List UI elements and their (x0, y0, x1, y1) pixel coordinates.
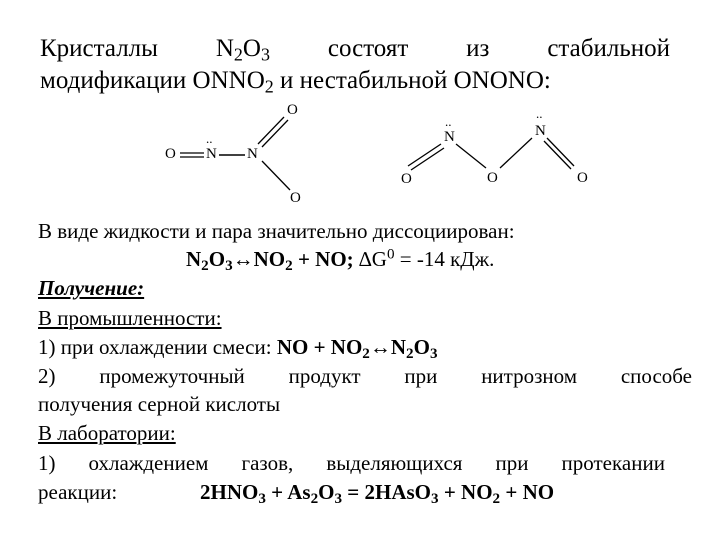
atom-o: O (487, 170, 498, 186)
lab-item-1-label: реакции: (38, 480, 118, 504)
lone-pair: .. (206, 131, 213, 146)
atom-o: O (290, 190, 301, 206)
intro-line-1 (40, 34, 670, 64)
lab-item-1: 1) охлаждением газов, выделяющихся при протекании (38, 451, 665, 475)
body-line-dissociation: В виде жидкости и пара значительно диссоциирован: (38, 219, 515, 243)
subheading-lab: В лаборатории: (38, 421, 176, 445)
structure-onono (401, 106, 588, 187)
section-heading-preparation: Получение: (38, 276, 145, 300)
atom-n: N (444, 129, 455, 145)
atom-n: N (535, 123, 546, 139)
atom-n: N (247, 146, 258, 162)
atom-o: O (165, 146, 176, 162)
atom-o: O (401, 171, 412, 187)
equation-lab: $2HNO_3 + As_2O_3$ = 2HAsO$_3$ + $NO_2$ + NO (200, 480, 555, 507)
intro-formula: $N_2O_3$ (215, 35, 270, 65)
atom-o: O (577, 170, 588, 186)
intro-word: состоят (327, 35, 409, 62)
atom-n: N (206, 146, 217, 162)
subheading-industry: В промышленности: (38, 306, 222, 330)
equation-dissociation: $N_2O_3\leftrightarrow NO_2$ + NO; $\Delta G^0 = -14$ кДж. (186, 246, 495, 274)
industry-item-2: 2) промежуточный продукт при нитрозном способе (38, 364, 692, 388)
structure-diagrams (0, 100, 720, 210)
intro-word: стабильной (547, 35, 670, 62)
industry-item-2-cont: получения серной кислоты (38, 392, 281, 416)
industry-item-1: 1) при охлаждении смеси: NO + $NO_2\leftrightarrow N_2O_3$ (38, 335, 438, 362)
intro-line-2: модификации $ONNO_2$ и нестабильной ONONO: (40, 67, 551, 97)
atom-o: O (287, 102, 298, 118)
lone-pair: .. (445, 114, 452, 129)
lone-pair: .. (536, 106, 543, 121)
intro-word: из (466, 35, 490, 62)
structure-onno2 (165, 102, 301, 206)
intro-word: Кристаллы (40, 35, 158, 62)
